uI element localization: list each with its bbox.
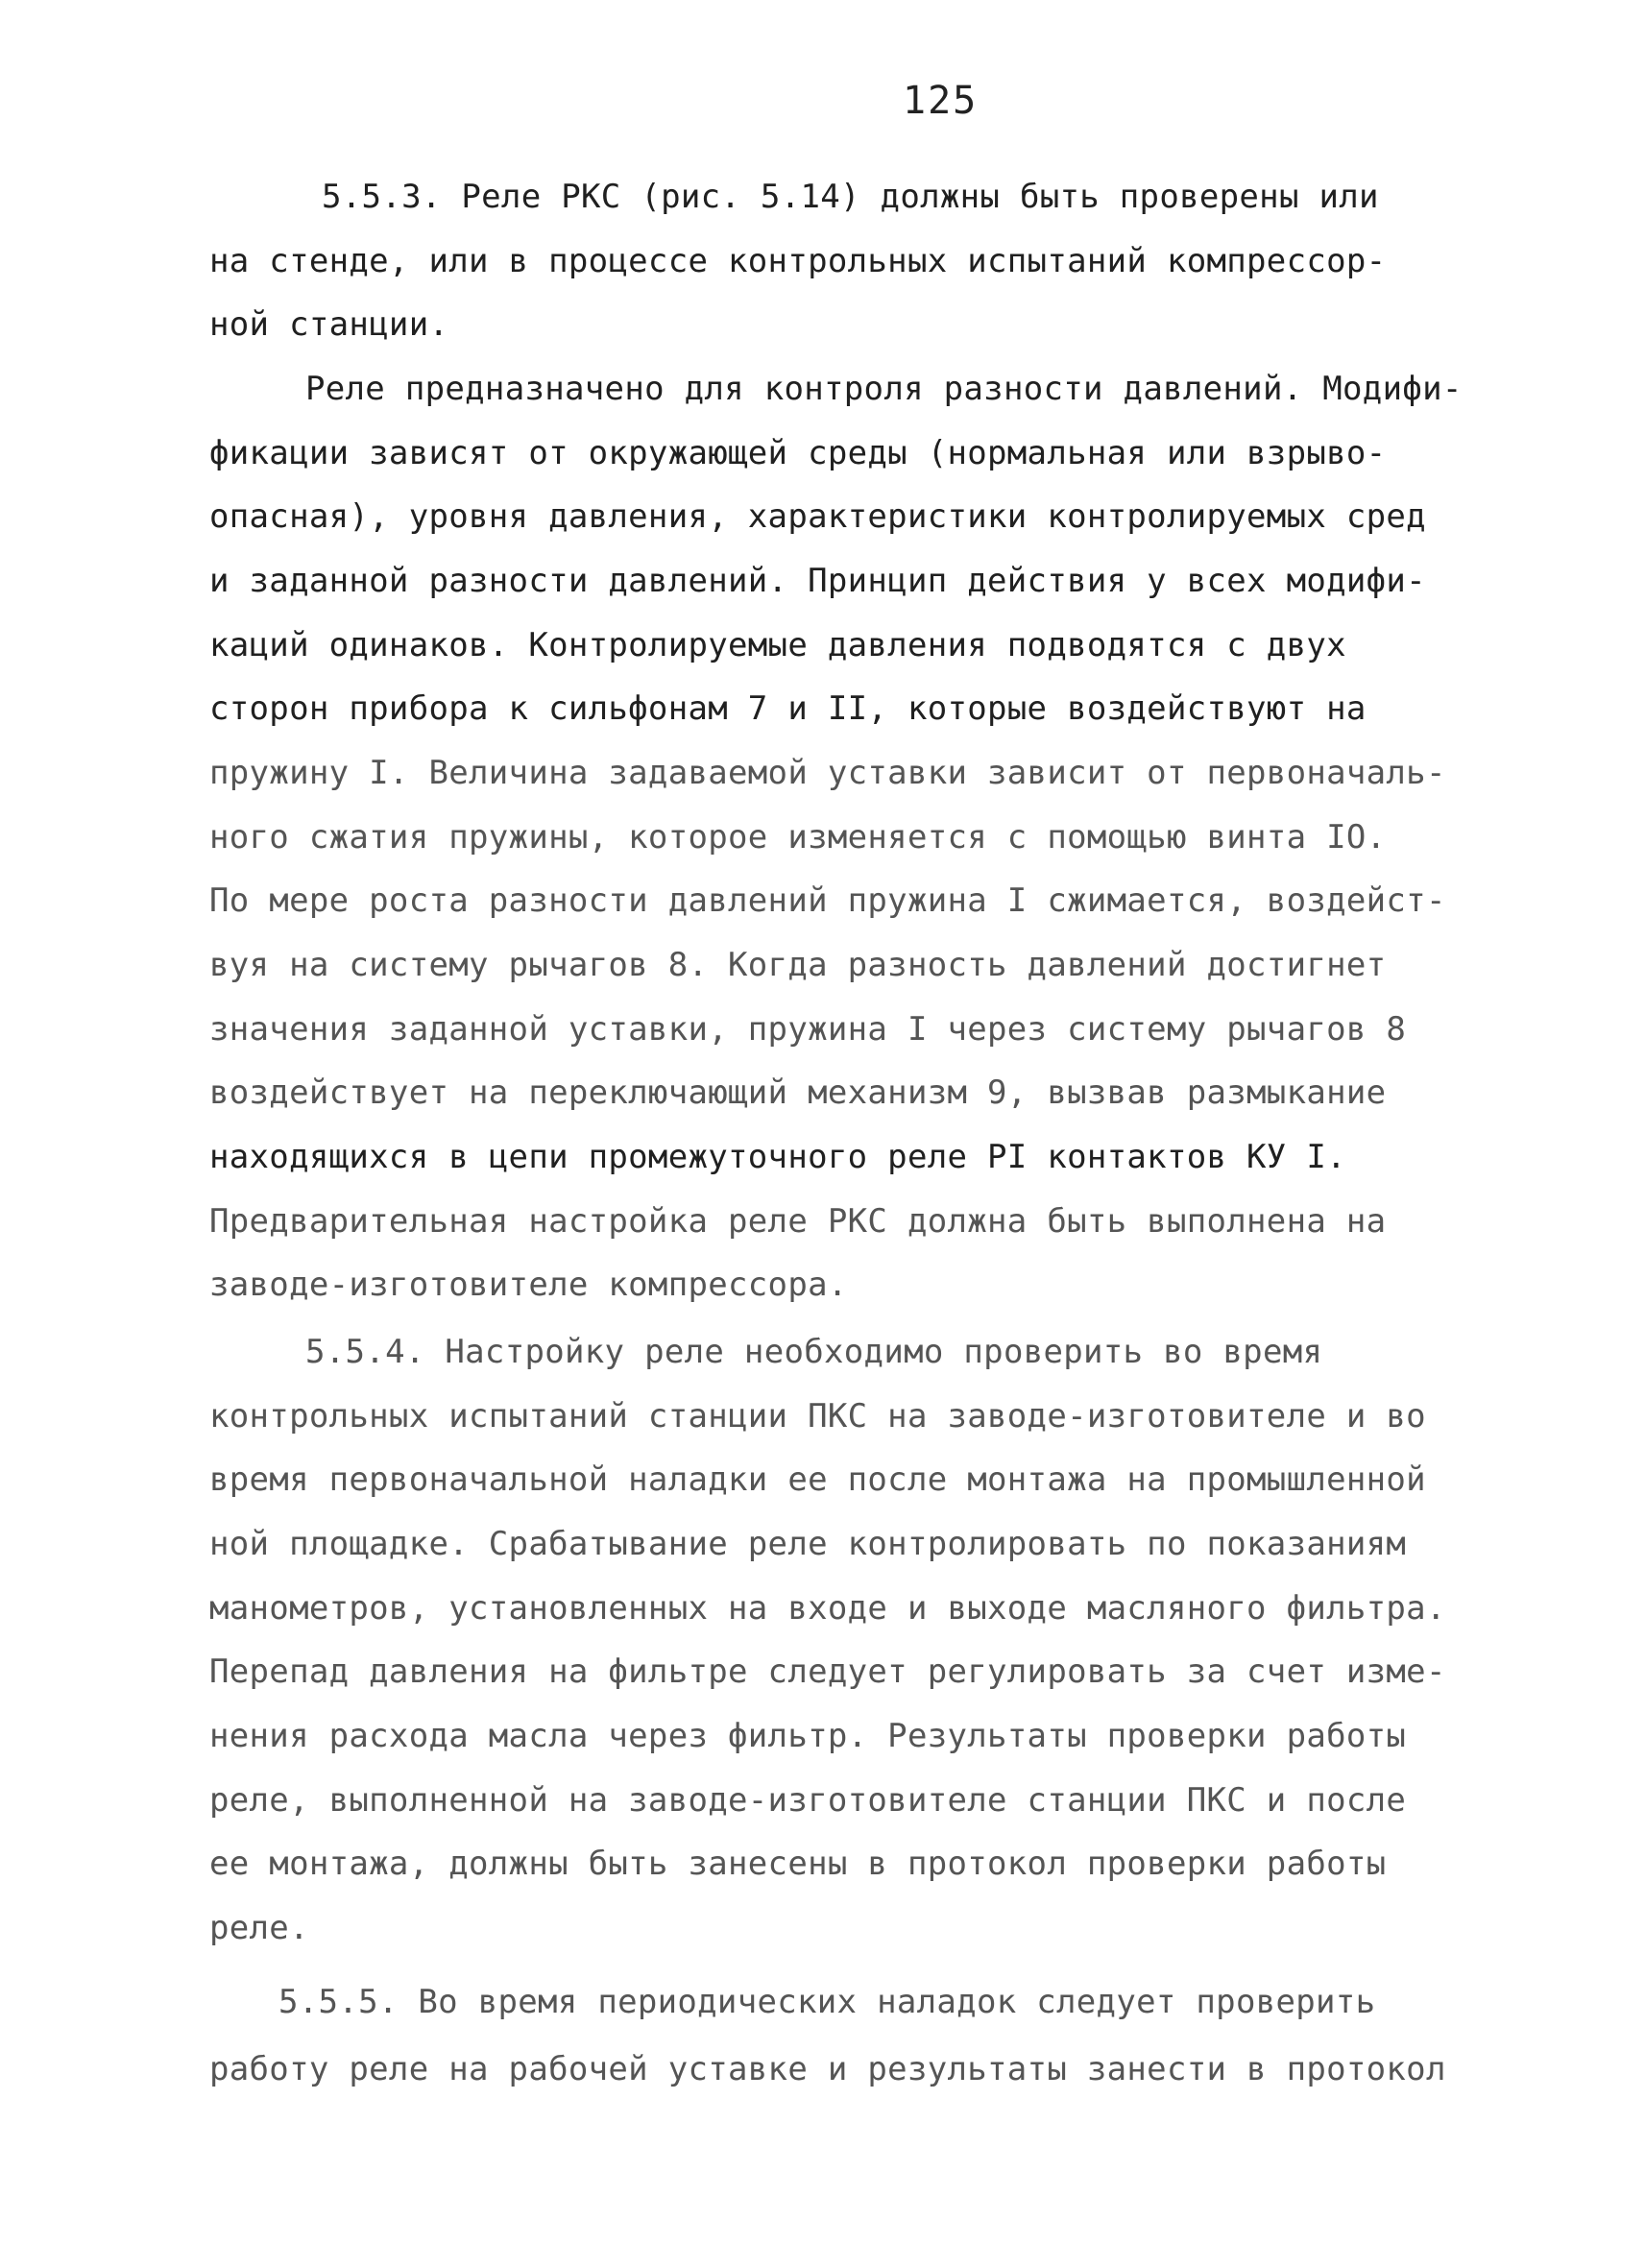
page-number: 125 [903, 79, 979, 123]
text-line: 5.5.3. Реле РКС (рис. 5.14) должны быть проверены или [322, 178, 1379, 216]
text-line: сторон прибора к сильфонам 7 и II, которые воздействуют на [209, 689, 1367, 728]
text-line: работу реле на рабочей уставке и результаты занести в протокол [209, 2050, 1446, 2088]
text-line: 5.5.4. Настройку реле необходимо проверить во время [305, 1333, 1323, 1371]
text-line: По мере роста разности давлений пружина I сжимается, воздейст- [209, 881, 1446, 920]
text-line: заводе-изготовителе компрессора. [209, 1266, 848, 1304]
text-line: Перепад давления на фильтре следует регулировать за счет изме- [209, 1653, 1446, 1691]
text-line: значения заданной уставки, пружина I через систему рычагов 8 [209, 1010, 1407, 1049]
text-line: и заданной разности давлений. Принцип действия у всех модифи- [209, 562, 1426, 600]
text-line: ее монтажа, должны быть занесены в протокол проверки работы [209, 1845, 1387, 1883]
text-line: пружину I. Величина задаваемой уставки зависит от первоначаль- [209, 754, 1446, 792]
text-line: реле. [209, 1909, 309, 1947]
text-line: ного сжатия пружины, которое изменяется с помощью винта IО. [209, 818, 1387, 857]
text-line: манометров, установленных на входе и выходе масляного фильтра. [209, 1589, 1446, 1628]
text-line: контрольных испытаний станции ПКС на заводе-изготовителе и во [209, 1397, 1426, 1436]
text-line: Реле предназначено для контроля разности давлений. Модифи- [305, 370, 1463, 408]
text-line: опасная), уровня давления, характеристики контролируемых сред [209, 497, 1426, 536]
text-line: Предварительная настройка реле РКС должна быть выполнена на [209, 1202, 1387, 1241]
text-line: находящихся в цепи промежуточного реле РI контактов КУ I. [209, 1138, 1346, 1176]
text-line: фикации зависят от окружающей среды (нормальная или взрыво- [209, 434, 1387, 472]
text-line: ной площадке. Срабатывание реле контролировать по показаниям [209, 1525, 1407, 1563]
text-line: на стенде, или в процессе контрольных испытаний компрессор- [209, 242, 1387, 280]
text-line: реле, выполненной на заводе-изготовителе станции ПКС и после [209, 1781, 1407, 1820]
text-line: нения расхода масла через фильтр. Результаты проверки работы [209, 1717, 1407, 1755]
text-line: воздействует на переключающий механизм 9, вызвав размыкание [209, 1074, 1387, 1112]
text-line: ной станции. [209, 305, 449, 344]
text-line: время первоначальной наладки ее после монтажа на промышленной [209, 1460, 1426, 1499]
text-line: каций одинаков. Контролируемые давления подводятся с двух [209, 626, 1346, 664]
text-line: 5.5.5. Во время периодических наладок следует проверить [278, 1983, 1376, 2021]
text-line: вуя на систему рычагов 8. Когда разность давлений достигнет [209, 946, 1387, 984]
